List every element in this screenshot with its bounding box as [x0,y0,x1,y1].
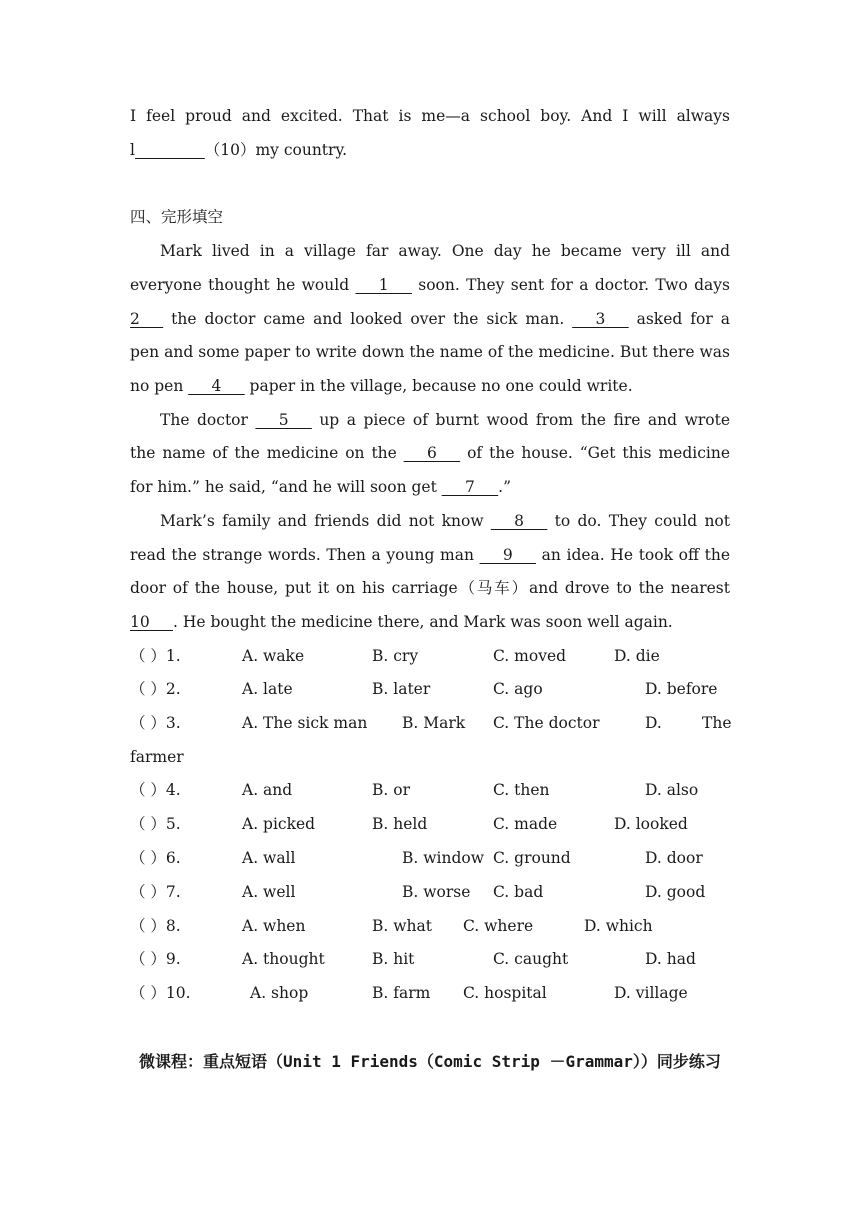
passage-line-6 [160,410,730,430]
option-d: D. which [584,917,653,935]
blank-7: ___7___ [441,478,499,496]
option-c: C. caught [493,950,569,968]
passage-text: The doctor [160,411,256,429]
passage-text: the name of the medicine on the [130,444,404,462]
option-b: B. farm [372,984,431,1002]
option-b: B. worse [402,883,471,901]
passage-line-9 [160,511,730,531]
passage-text: Mark’s family and friends did not know [160,512,491,530]
question-number: （ ）8. [130,917,181,935]
option-d: D. looked [614,815,688,833]
option-d: D. before [645,680,718,698]
question-number: （ ）4. [130,781,181,799]
passage-line-10 [130,545,730,565]
option-a: A. wall [242,849,296,867]
blank-8: ___8___ [490,512,548,530]
option-b: B. held [372,815,428,833]
blank-10: 10___ [130,613,173,631]
option-b: B. later [372,680,431,698]
passage-text: up a piece of burnt wood from the fire and wrote [311,411,730,429]
option-d: D. [645,714,662,732]
option-d: D. village [614,984,688,1002]
option-d: D. good [645,883,706,901]
passage-text: for him.” he said, “and he will soon get [130,478,442,496]
intro-line-1: I feel proud and excited. That is me—a school boy. And I will always [130,107,730,125]
option-c: C. moved [493,647,567,665]
intro-line-2 [130,140,730,160]
option-a: A. when [242,917,306,935]
passage-text: an idea. He took off the [535,546,730,564]
option-c: C. hospital [463,984,547,1002]
option-a: A. thought [242,950,325,968]
option-a: A. The sick man [242,714,368,732]
option-a: A. shop [250,984,309,1002]
micro-course-title: 微课程：重点短语（Unit 1 Friends（Comic Strip －Grammar））同步练习 [139,1052,721,1071]
option-a: A. late [242,680,293,698]
blank-2: 2___ [130,310,164,328]
option-b: B. window [402,849,484,867]
option-b: B. what [372,917,432,935]
option-a: A. wake [242,647,305,665]
option-d: D. die [614,647,660,665]
option-c: C. The doctor [493,714,600,732]
option-c: C. where [463,917,534,935]
passage-line-8 [130,477,730,497]
option-c: C. then [493,781,550,799]
option-b: B. hit [372,950,415,968]
option-d: D. also [645,781,699,799]
passage-text: . He bought the medicine there, and Mark was soon well again. [172,613,673,631]
option-d: D. door [645,849,703,867]
option-b: B. cry [372,647,419,665]
blank-4: ___4___ [188,377,245,395]
option-b: B. Mark [402,714,466,732]
passage-text: .” [498,478,511,496]
passage-text: soon. They sent for a doctor. Two days [411,276,731,294]
option-b: B. or [372,781,410,799]
intro-line-2-post: （10）my country. [204,141,348,159]
option-d-text: The [702,714,732,732]
passage-line-11: door of the house, put it on his carriage（马车）and drove to the nearest [130,579,730,597]
blank-9: ___9___ [479,546,536,564]
blank-3: ___3___ [572,310,629,328]
option-c: C. bad [493,883,544,901]
option-c: C. ground [493,849,571,867]
passage-line-4: pen and some paper to write down the name of the medicine. But there was [130,343,730,361]
passage-text: the doctor came and looked over the sick man. [163,310,573,328]
passage-text: read the strange words. Then a young man [130,546,480,564]
passage-line-12 [130,612,730,632]
passage-text: asked for a [628,310,730,328]
passage-line-2 [130,275,730,295]
passage-text: to do. They could not [547,512,730,530]
question-number: （ ）9. [130,950,181,968]
question-number: （ ）1. [130,647,181,665]
blank-10-intro: _________ [134,141,205,159]
question-number: （ ）2. [130,680,181,698]
option-a: A. well [242,883,296,901]
option-d-continuation: farmer [130,748,184,766]
blank-6: ___6___ [403,444,461,462]
passage-text: of the house. “Get this medicine [460,444,730,462]
passage-line-3 [130,309,730,329]
question-number: （ ）3. [130,714,181,732]
question-number: （ ）5. [130,815,181,833]
question-number: （ ）10. [130,984,191,1002]
passage-text: paper in the village, because no one could write. [244,377,633,395]
question-number: （ ）7. [130,883,181,901]
option-d: D. had [645,950,696,968]
passage-line-5 [130,376,730,396]
intro-line-2-pre: l [130,141,135,159]
blank-5: ___5___ [255,411,312,429]
question-number: （ ）6. [130,849,181,867]
option-a: A. and [242,781,293,799]
passage-line-7 [130,443,730,463]
passage-text: everyone thought he would [130,276,356,294]
passage-line-1: Mark lived in a village far away. One day he became very ill and [160,242,730,260]
passage-text: no pen [130,377,189,395]
option-a: A. picked [242,815,316,833]
section-heading: 四、完形填空 [130,208,224,226]
option-c: C. ago [493,680,543,698]
option-c: C. made [493,815,558,833]
blank-1: ___1___ [355,276,412,294]
